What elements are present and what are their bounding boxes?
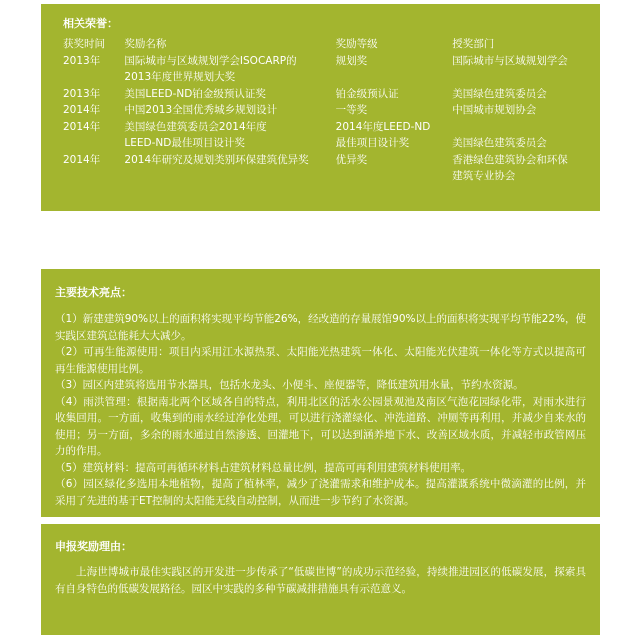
feature-item: （2）可再生能源使用：项目内采用江水源热泵、太阳能光热建筑一体化、太阳能光伏建筑一体化等方式以提高可再生能源使用比例。 — [55, 346, 586, 375]
reason-text: 上海世博城市最佳实践区的开发进一步传承了“低碳世博”的成功示范经验，持续推进园区的低碳发展，探索具有自身特色的低碳发展路径。园区中实践的多种节碳减排措施具有示范意义。 — [55, 566, 586, 595]
reason-panel — [41, 524, 600, 635]
award-dept: 美国绿色建筑委员会 — [452, 137, 547, 149]
awards-table — [63, 36, 600, 185]
awards-panel — [41, 4, 600, 211]
header-year: 获奖时间 — [63, 38, 105, 50]
award-year: 2014年 — [63, 120, 101, 133]
table-row — [63, 53, 600, 86]
feature-item: （5）建筑材料：提高可再循环材料占建筑材料总量比例，提高可再利用建筑材料使用率。 — [55, 461, 472, 474]
award-level: 2014年度LEED-ND 最佳项目设计奖 — [335, 120, 431, 149]
award-name: 美国LEED-ND铂金级预认证奖 — [124, 87, 266, 100]
table-row — [63, 86, 600, 103]
feature-item: （1）新建建筑90%以上的面积将实现平均节能26%，经改造的存量展馆90%以上的面积将实现平均节能22%，使实践区建筑总能耗大大减少。 — [55, 313, 586, 342]
award-year: 2014年 — [63, 104, 101, 116]
award-level: 规划奖 — [335, 54, 368, 67]
award-dept: 香港绿色建筑协会和环保 建筑专业协会 — [452, 153, 568, 182]
award-level: 铂金级预认证 — [335, 87, 399, 100]
header-award-name: 奖励名称 — [124, 38, 167, 50]
award-name: 美国绿色建筑委员会2014年度 LEED-ND最佳项目设计奖 — [124, 120, 267, 149]
feature-item: （6）园区绿化多选用本地植物，提高了植林率，减少了浇灌需求和维护成本。提高灌溉系统中微滴灌的比例，并采用了先进的基于ET控制的太阳能无线自动控制，从而进一步节约了水资源。 — [55, 478, 586, 507]
features-heading: 主要技术亮点： — [55, 286, 132, 299]
award-dept: 中国城市规划协会 — [452, 104, 537, 116]
feature-item: （3）园区内建筑将选用节水器具，包括水龙头、小便斗、座便器等，降低建筑用水量，节约水资源。 — [55, 379, 524, 391]
table-row — [63, 119, 600, 152]
table-row — [63, 152, 600, 185]
award-year: 2013年 — [63, 54, 101, 67]
award-name: 国际城市与区域规划学会ISOCARP的 2013年度世界规划大奖 — [124, 54, 297, 83]
award-level: 一等奖 — [335, 104, 368, 116]
header-award-level: 奖励等级 — [335, 38, 378, 50]
feature-item: （4）雨洪管理：根据南北两个区域各自的特点，利用北区的活水公园景观池及南区气泡花园绿化带，对雨水进行收集回用。一方面，收集到的雨水经过净化处理，可以进行浇灌绿化、冲洗道路、冲厕等再利用，并减少自来水的使用；另一方面，多余的雨水通过自然渗透、回灌地下，可以达到涵养地下水、改善区域水质，并减轻市政管网压力的作用。 — [55, 395, 586, 457]
awards-header-row — [63, 36, 600, 53]
award-name: 2014年研究及规划类别环保建筑优异奖 — [124, 153, 309, 166]
header-awarding-dept: 授奖部门 — [452, 38, 495, 50]
award-level: 优异奖 — [335, 153, 368, 166]
table-row — [63, 102, 600, 119]
reason-heading: 申报奖励理由： — [55, 540, 132, 553]
award-year: 2014年 — [63, 153, 101, 166]
award-name: 中国2013全国优秀城乡规划设计 — [124, 104, 278, 116]
award-year: 2013年 — [63, 87, 101, 100]
award-dept: 国际城市与区域规划学会 — [452, 54, 568, 67]
awards-heading: 相关荣誉： — [63, 17, 118, 30]
features-panel — [41, 269, 600, 517]
award-dept: 美国绿色建筑委员会 — [452, 87, 547, 100]
